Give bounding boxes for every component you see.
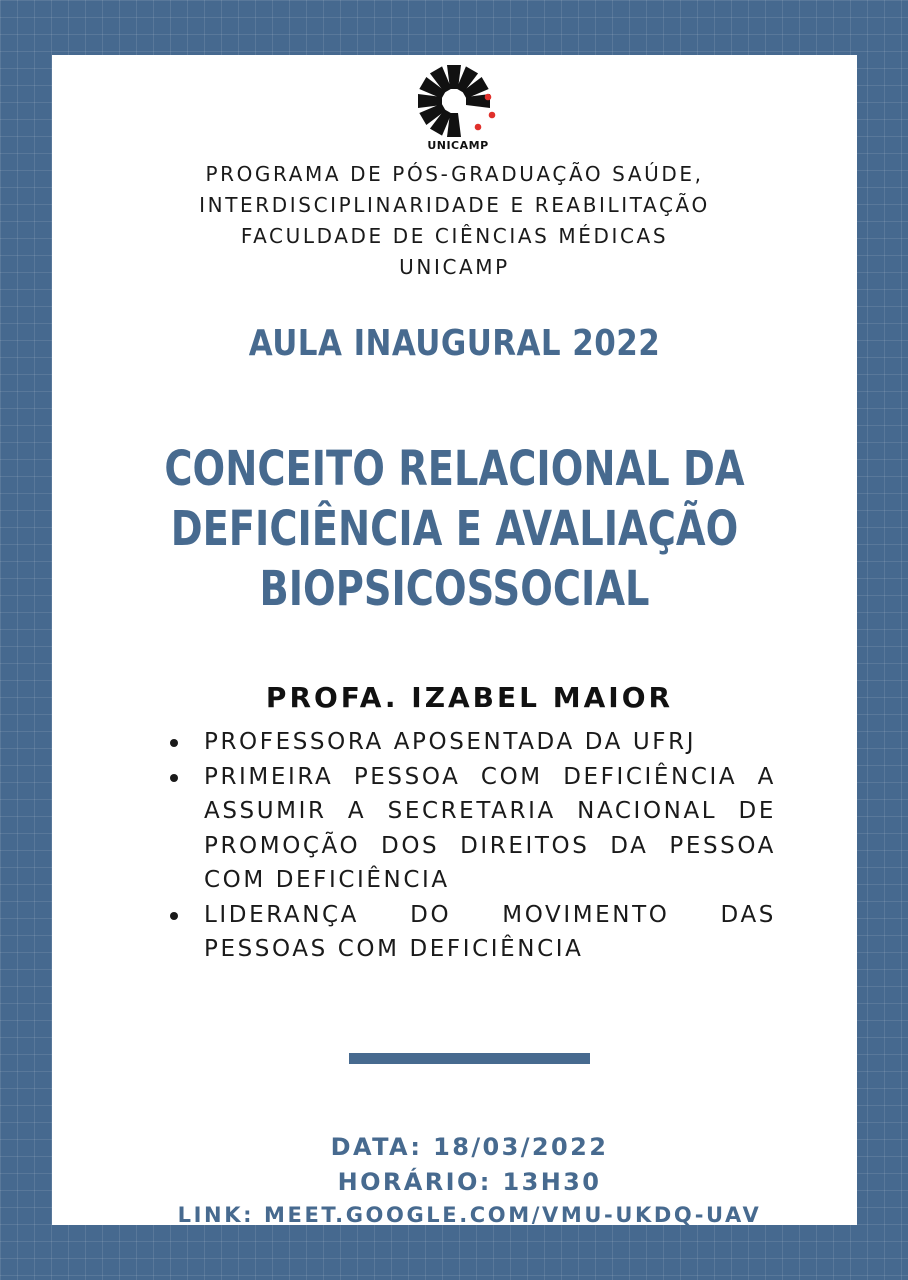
lecture-title-line: BIOPSICOSSOCIAL — [259, 561, 650, 617]
poster-card — [52, 55, 857, 1225]
list-item — [166, 898, 776, 967]
program-line: PROGRAMA DE PÓS-GRADUAÇÃO SAÚDE, — [205, 162, 704, 186]
bullet-icon — [170, 774, 178, 782]
list-item — [166, 760, 776, 898]
event-date: DATA: 18/03/2022 — [330, 1133, 609, 1161]
lecture-title — [133, 439, 777, 619]
lecture-title-line: DEFICIÊNCIA E AVALIAÇÃO — [170, 501, 739, 557]
program-line: UNICAMP — [399, 255, 510, 279]
program-line: INTERDISCIPLINARIDADE E REABILITAÇÃO — [199, 193, 710, 217]
logo-wordmark: UNICAMP — [427, 139, 489, 152]
unicamp-logo-icon — [412, 61, 504, 147]
bullet-icon — [170, 912, 178, 920]
program-header — [52, 159, 857, 283]
divider — [349, 1053, 590, 1064]
bio-text: PROFESSORA APOSENTADA DA UFRJ — [204, 729, 697, 755]
list-item — [166, 725, 776, 760]
bio-text: PRIMEIRA PESSOA COM DEFICIÊNCIA A ASSUMIR A SECRETARIA NACIONAL DE PROMOÇÃO DOS DIREITOS DA PESSOA COM DEFICIÊNCIA — [204, 763, 776, 893]
event-time: HORÁRIO: 13H30 — [337, 1168, 602, 1196]
bullet-icon — [170, 739, 178, 747]
lecture-title-line: CONCEITO RELACIONAL DA — [164, 441, 745, 497]
speaker-name: PROFA. IZABEL MAIOR — [265, 681, 674, 714]
meeting-link: LINK: MEET.GOOGLE.COM/VMU-UKDQ-UAV — [177, 1203, 762, 1225]
speaker-bio-list — [166, 725, 776, 967]
bio-text: LIDERANÇA DO MOVIMENTO DAS PESSOAS COM DEFICIÊNCIA — [204, 901, 776, 962]
event-title: AULA INAUGURAL 2022 — [248, 323, 661, 364]
program-line: FACULDADE DE CIÊNCIAS MÉDICAS — [240, 224, 669, 248]
